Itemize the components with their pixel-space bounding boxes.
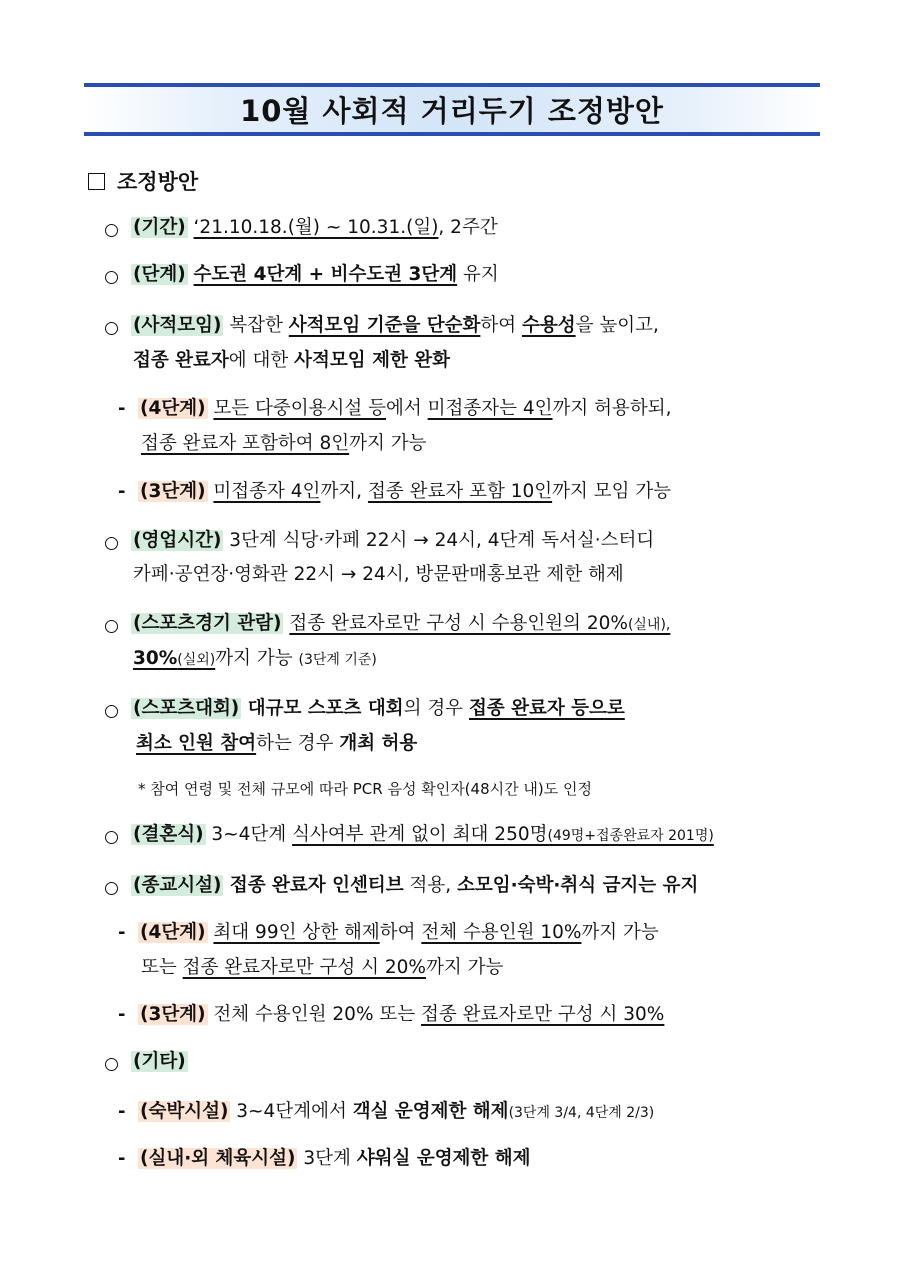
dash-marker: - xyxy=(118,398,126,419)
religion-s3-tag: (3단계) xyxy=(140,1004,206,1025)
gathering-s4-line-2 xyxy=(141,433,427,455)
gathering-text: 을 높이고, xyxy=(575,315,659,336)
bullet-circle-icon xyxy=(105,620,118,633)
emph: 샤워실 운영제한 해제 xyxy=(356,1148,531,1169)
emph: 모든 다중이용시설 등 xyxy=(213,398,387,419)
period-dates: ‘21.10.18.(월) ~ 10.31.(일) xyxy=(193,217,439,238)
emph: 접종 완료자로만 구성 시 수용인원의 20% xyxy=(289,613,628,634)
hours-line-1 xyxy=(131,530,654,552)
period-line xyxy=(131,217,498,239)
sports-view-tag: (스포츠경기 관람) xyxy=(133,613,282,634)
period-tag: (기간) xyxy=(133,217,186,238)
sports-event-line-2 xyxy=(136,733,417,755)
gathering-s3-tag: (3단계) xyxy=(140,481,206,502)
bullet-circle-icon xyxy=(105,705,118,718)
hours-text: 3단계 식당·카페 22시 → 24시, 4단계 독서실·스터디 xyxy=(223,530,655,551)
bullet-circle-icon xyxy=(105,322,118,335)
dash-marker: - xyxy=(118,1148,126,1169)
dash-marker: - xyxy=(118,1101,126,1122)
bullet-circle-icon xyxy=(105,224,118,237)
gathering-text: 하여 xyxy=(480,315,522,336)
stage-main: 수도권 4단계 + 비수도권 3단계 xyxy=(193,264,458,285)
emph: 미접종자 4인 xyxy=(213,481,321,502)
text: 전체 수용인원 20% 또는 xyxy=(207,1004,422,1025)
text: 3~4단계에서 xyxy=(230,1101,353,1122)
religion-s4-line-2 xyxy=(141,957,503,979)
text: 하여 xyxy=(379,922,422,943)
text: 하는 경우 xyxy=(256,733,340,754)
sports-view-line-1 xyxy=(131,613,670,635)
emph: 전체 수용인원 10% xyxy=(421,922,582,943)
wedding-tag: (결혼식) xyxy=(133,824,204,845)
gathering-emph: 접종 완료자 xyxy=(133,350,229,371)
sports-view-line-2 xyxy=(133,648,377,670)
text: 까지 가능 xyxy=(425,957,504,978)
etc-line xyxy=(131,1051,188,1073)
hours-text: 카페·공연장·영화관 22시 → 24시, 방문판매홍보관 제한 해제 xyxy=(133,564,624,585)
note-small: (49명+접종완료자 201명) xyxy=(547,828,714,844)
stage-tag: (단계) xyxy=(133,264,186,285)
religion-line xyxy=(131,875,698,897)
religion-s3-line xyxy=(138,1004,664,1026)
text: 적용, xyxy=(403,875,457,896)
emph: 대규모 스포츠 대회 xyxy=(241,698,404,719)
text: 또는 xyxy=(141,957,183,978)
footnote: * 참여 연령 및 전체 규모에 따라 PCR 음성 확인자(48시간 내)도 인정 xyxy=(138,780,592,798)
sports-event-tag: (스포츠대회) xyxy=(133,698,240,719)
text: 까지 가능 xyxy=(581,922,659,943)
bullet-circle-icon xyxy=(105,537,118,550)
emph: 30% xyxy=(133,648,178,669)
section-heading xyxy=(88,166,198,196)
sports-facility-tag: (실내·외 체육시설) xyxy=(140,1148,296,1169)
emph: 최대 99인 상한 해제 xyxy=(213,922,380,943)
emph: 접종 완료자 포함하여 8인 xyxy=(141,433,350,454)
gathering-s4-line-1 xyxy=(138,398,672,420)
gathering-emph: 사적모임 기준을 단순화 xyxy=(288,315,481,336)
checkbox-square-icon xyxy=(88,173,105,190)
section-title: 조정방안 xyxy=(117,170,199,194)
gathering-tag: (사적모임) xyxy=(133,315,222,336)
text: 까지 모임 가능 xyxy=(552,481,672,502)
emph: 최소 인원 참여 xyxy=(136,733,257,754)
text: 까지 가능 xyxy=(215,648,299,669)
stage-line xyxy=(131,264,499,286)
text: 의 경우 xyxy=(403,698,469,719)
emph: 객실 운영제한 해제 xyxy=(352,1101,509,1122)
page-title: 10월 사회적 거리두기 조정방안 xyxy=(240,94,664,128)
note-small: (실내), xyxy=(627,617,671,633)
dash-marker: - xyxy=(118,1004,126,1025)
gathering-line-2 xyxy=(133,350,450,372)
dash-marker: - xyxy=(118,922,126,943)
wedding-line xyxy=(131,824,714,846)
emph: 접종 완료자 인센티브 xyxy=(223,875,404,896)
emph: 접종 완료자로만 구성 시 30% xyxy=(421,1004,665,1025)
emph: 미접종자는 4인 xyxy=(427,398,553,419)
emph: 소모임·숙박·취식 금지는 유지 xyxy=(456,875,699,896)
text: 3~4단계 xyxy=(205,824,293,845)
note-small: (3단계 기준) xyxy=(298,652,377,668)
sports-facility-line xyxy=(138,1148,531,1170)
bullet-circle-icon xyxy=(105,271,118,284)
hours-line-2 xyxy=(133,564,624,586)
gathering-line-1 xyxy=(131,315,659,337)
stage-rest: 유지 xyxy=(457,264,499,285)
gathering-text: 에 대한 xyxy=(228,350,295,371)
text: 까지, xyxy=(320,481,368,502)
etc-tag: (기타) xyxy=(133,1051,186,1072)
religion-s4-tag: (4단계) xyxy=(140,922,206,943)
religion-tag: (종교시설) xyxy=(133,875,222,896)
period-rest: , 2주간 xyxy=(438,217,498,238)
gathering-emph: 수용성 xyxy=(522,315,576,336)
gathering-s4-tag: (4단계) xyxy=(140,398,206,419)
bullet-circle-icon xyxy=(105,882,118,895)
text: 3단계 xyxy=(297,1148,357,1169)
text: 까지 허용하되, xyxy=(552,398,672,419)
lodging-tag: (숙박시설) xyxy=(140,1101,229,1122)
hours-tag: (영업시간) xyxy=(133,530,222,551)
gathering-emph: 사적모임 제한 완화 xyxy=(294,350,451,371)
gathering-s3-line xyxy=(138,481,671,503)
title-banner xyxy=(84,83,820,136)
emph: 식사여부 관계 없이 최대 250명 xyxy=(292,824,548,845)
sports-event-line-1 xyxy=(131,698,625,720)
text: 까지 가능 xyxy=(349,433,427,454)
emph: 접종 완료자 포함 10인 xyxy=(367,481,553,502)
text: 에서 xyxy=(386,398,428,419)
lodging-line xyxy=(138,1101,654,1123)
bullet-circle-icon xyxy=(105,1058,118,1071)
note-small: (3단계 3/4, 4단계 2/3) xyxy=(508,1105,655,1121)
emph: 접종 완료자로만 구성 시 20% xyxy=(182,957,426,978)
religion-s4-line-1 xyxy=(138,922,659,944)
dash-marker: - xyxy=(118,481,126,502)
emph: 접종 완료자 등으로 xyxy=(468,698,625,719)
gathering-text: 복잡한 xyxy=(223,315,289,336)
note-small: (실외) xyxy=(177,652,216,668)
emph: 개최 허용 xyxy=(339,733,418,754)
bullet-circle-icon xyxy=(105,831,118,844)
